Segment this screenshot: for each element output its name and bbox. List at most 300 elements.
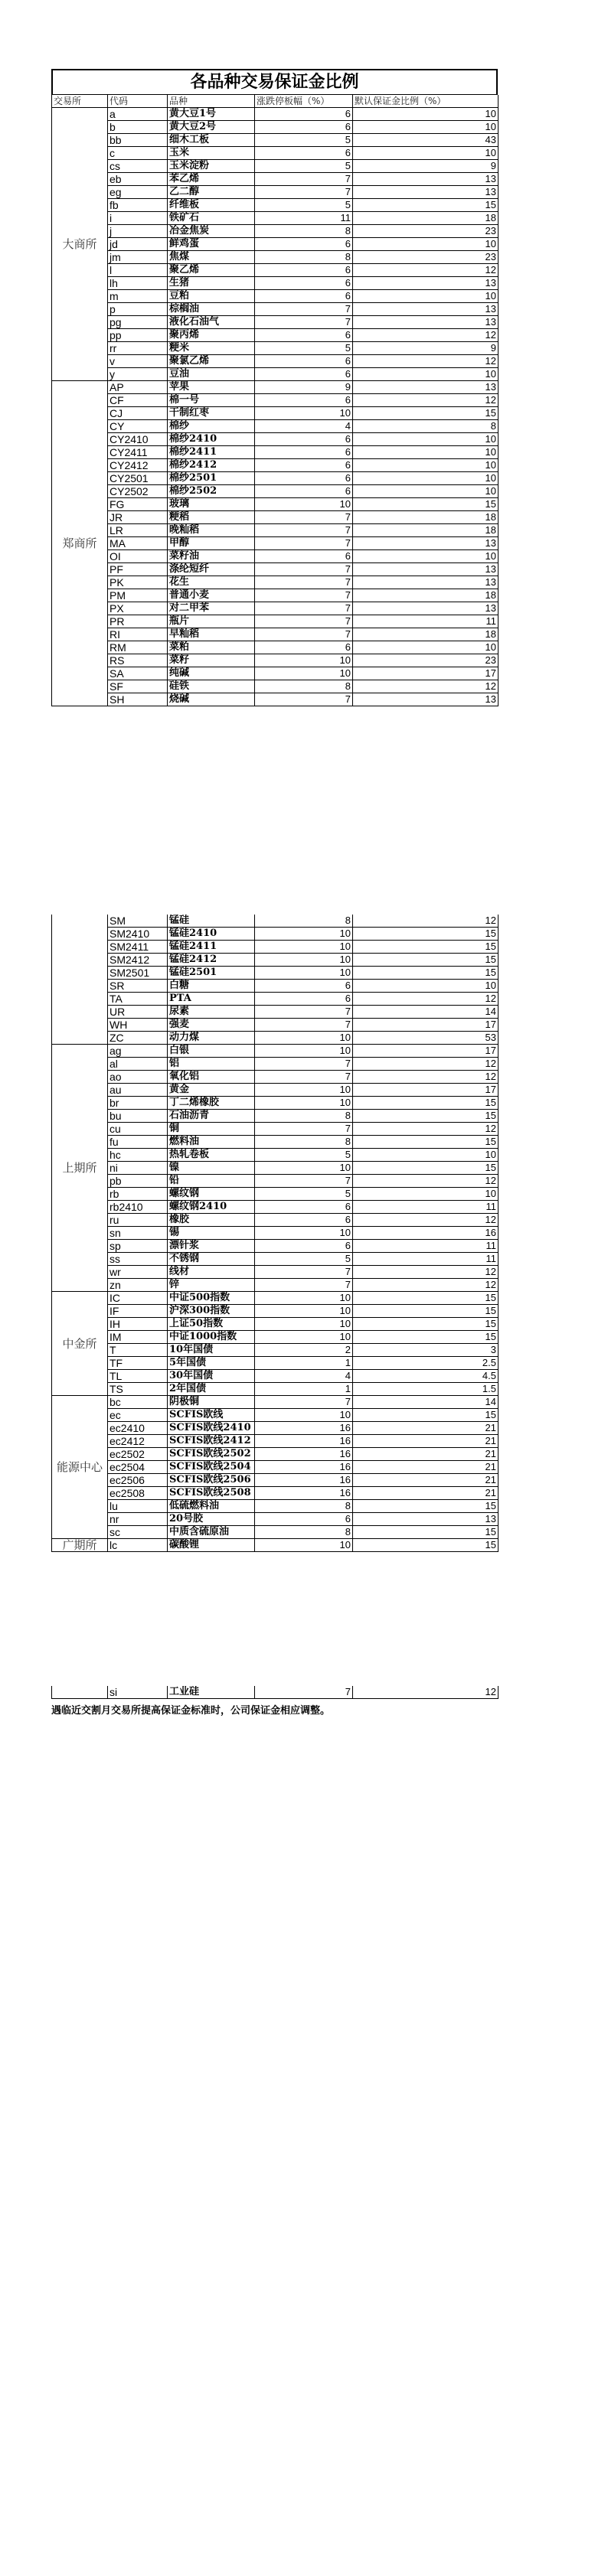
name-cell: SCFIS欧线2412 [168,1435,255,1448]
code-cell: CY [108,420,168,433]
margin-cell: 12 [353,1279,498,1292]
margin-cell: 13 [353,563,498,576]
code-cell: SF [108,680,168,693]
code-cell: a [108,108,168,121]
name-cell: 纯碱 [168,667,255,680]
code-cell: CJ [108,407,168,420]
name-cell: 乙二醇 [168,186,255,199]
code-cell: pb [108,1175,168,1188]
table-row [52,1006,498,1019]
code-cell: RI [108,628,168,641]
code-cell: zn [108,1279,168,1292]
name-cell: 瓶片 [168,615,255,628]
limit-cell: 11 [255,212,353,225]
table-row [52,238,498,251]
code-cell: IM [108,1331,168,1344]
table-row [52,967,498,980]
margin-cell: 15 [353,199,498,212]
table-row [52,485,498,498]
code-cell: i [108,212,168,225]
header-exchange: 交易所 [52,95,108,108]
margin-cell: 21 [353,1461,498,1474]
name-cell: 2年国债 [168,1383,255,1396]
table-row [52,1097,498,1110]
code-cell: sn [108,1227,168,1240]
limit-cell: 6 [255,264,353,277]
code-cell: ec2506 [108,1474,168,1487]
header-margin: 默认保证金比例（%） [353,95,498,108]
code-cell: SA [108,667,168,680]
table-row [52,1149,498,1162]
margin-cell: 17 [353,1045,498,1058]
margin-cell: 14 [353,1396,498,1409]
code-cell: PX [108,602,168,615]
table-row [52,147,498,160]
code-cell: ec2410 [108,1422,168,1435]
footnote: 遇临近交割月交易所提高保证金标准时，公司保证金相应调整。 [51,1705,331,1717]
name-cell: 20号胶 [168,1513,255,1526]
code-cell: JR [108,511,168,524]
name-cell: 液化石油气 [168,316,255,329]
code-cell: LR [108,524,168,537]
code-cell: ec2502 [108,1448,168,1461]
name-cell: 纤维板 [168,199,255,212]
margin-cell: 10 [353,238,498,251]
code-cell: ru [108,1214,168,1227]
margin-cell: 18 [353,628,498,641]
code-cell: WH [108,1019,168,1032]
code-cell: bb [108,134,168,147]
name-cell: 菜籽 [168,654,255,667]
name-cell: 普通小麦 [168,589,255,602]
margin-cell: 15 [353,1162,498,1175]
name-cell: 锡 [168,1227,255,1240]
name-cell: 中质含硫原油 [168,1526,255,1539]
code-cell: jm [108,251,168,264]
code-cell: CY2501 [108,472,168,485]
code-cell: SM2412 [108,954,168,967]
table-row [52,1188,498,1201]
margin-cell: 12 [353,329,498,342]
table-row [52,915,498,928]
table-row [52,1686,498,1699]
limit-cell: 6 [255,980,353,993]
code-cell: lc [108,1539,168,1552]
name-cell: 锌 [168,1279,255,1292]
limit-cell: 10 [255,1227,353,1240]
limit-cell: 6 [255,993,353,1006]
code-cell: RM [108,641,168,654]
table-row [52,693,498,706]
table-row [52,524,498,537]
margin-cell: 21 [353,1448,498,1461]
table-row [52,511,498,524]
name-cell: 苯乙烯 [168,173,255,186]
limit-cell: 6 [255,485,353,498]
margin-cell: 15 [353,1409,498,1422]
table-row [52,1292,498,1305]
name-cell: 棉一号 [168,394,255,407]
header-code: 代码 [108,95,168,108]
table-row [52,980,498,993]
name-cell: 苹果 [168,381,255,394]
exchange-cell: 中金所 [52,1292,108,1396]
limit-cell: 6 [255,277,353,290]
margin-cell: 10 [353,368,498,381]
code-cell: al [108,1058,168,1071]
table-row [52,1422,498,1435]
limit-cell: 6 [255,368,353,381]
margin-cell: 17 [353,1084,498,1097]
code-cell: ss [108,1253,168,1266]
table-row [52,602,498,615]
code-cell: rr [108,342,168,355]
table-row [52,654,498,667]
table-row [52,1123,498,1136]
name-cell: 动力煤 [168,1032,255,1045]
name-cell: 锰硅2412 [168,954,255,967]
table-row [52,381,498,394]
code-cell: ec [108,1409,168,1422]
margin-cell: 10 [353,485,498,498]
limit-cell: 7 [255,1019,353,1032]
margin-cell: 15 [353,941,498,954]
limit-cell: 5 [255,1253,353,1266]
code-cell: SM2501 [108,967,168,980]
name-cell: 铝 [168,1058,255,1071]
margin-cell: 12 [353,915,498,928]
margin-cell: 15 [353,928,498,941]
margin-cell: 8 [353,420,498,433]
margin-cell: 9 [353,342,498,355]
name-cell: 涤纶短纤 [168,563,255,576]
name-cell: 豆油 [168,368,255,381]
limit-cell: 6 [255,472,353,485]
limit-cell: 5 [255,160,353,173]
code-cell: T [108,1344,168,1357]
limit-cell: 8 [255,251,353,264]
name-cell: 锰硅2501 [168,967,255,980]
name-cell: 生猪 [168,277,255,290]
table-row [52,1331,498,1344]
limit-cell: 9 [255,381,353,394]
limit-cell: 6 [255,1240,353,1253]
name-cell: 铜 [168,1123,255,1136]
table-row [52,394,498,407]
margin-cell: 23 [353,251,498,264]
name-cell: 花生 [168,576,255,589]
margin-cell: 12 [353,1686,498,1699]
margin-cell: 15 [353,1500,498,1513]
margin-table-part2 [51,915,498,1552]
code-cell: TF [108,1357,168,1370]
margin-cell: 10 [353,459,498,472]
limit-cell: 7 [255,693,353,706]
code-cell: rb [108,1188,168,1201]
code-cell: sp [108,1240,168,1253]
limit-cell: 6 [255,108,353,121]
code-cell: ec2412 [108,1435,168,1448]
name-cell: 白糖 [168,980,255,993]
margin-cell: 15 [353,1539,498,1552]
margin-cell: 13 [353,303,498,316]
table-row [52,628,498,641]
name-cell: 干制红枣 [168,407,255,420]
margin-cell: 10 [353,980,498,993]
margin-cell: 13 [353,186,498,199]
name-cell: 黄大豆2号 [168,121,255,134]
name-cell: 锰硅 [168,915,255,928]
name-cell: 聚丙烯 [168,329,255,342]
limit-cell: 8 [255,1136,353,1149]
margin-cell: 18 [353,589,498,602]
margin-cell: 12 [353,394,498,407]
table-row [52,576,498,589]
code-cell: PM [108,589,168,602]
code-cell: eb [108,173,168,186]
name-cell: SCFIS欧线2504 [168,1461,255,1474]
name-cell: 漂针浆 [168,1240,255,1253]
name-cell: 菜籽油 [168,550,255,563]
table-row [52,1461,498,1474]
limit-cell: 8 [255,680,353,693]
exchange-cell [52,1686,108,1699]
code-cell: CY2502 [108,485,168,498]
table-row [52,993,498,1006]
margin-cell: 11 [353,615,498,628]
table-row [52,199,498,212]
limit-cell: 10 [255,1409,353,1422]
table-row [52,1240,498,1253]
header-name: 品种 [168,95,255,108]
code-cell: fb [108,199,168,212]
margin-cell: 18 [353,212,498,225]
margin-cell: 14 [353,1006,498,1019]
table-row [52,1409,498,1422]
limit-cell: 10 [255,667,353,680]
table-row [52,1084,498,1097]
table-row [52,186,498,199]
limit-cell: 10 [255,1539,353,1552]
table-row [52,1214,498,1227]
limit-cell: 10 [255,407,353,420]
margin-cell: 3 [353,1344,498,1357]
limit-cell: 10 [255,1331,353,1344]
limit-cell: 7 [255,628,353,641]
name-cell: 工业硅 [168,1686,255,1699]
name-cell: 镍 [168,1162,255,1175]
limit-cell: 7 [255,563,353,576]
limit-cell: 7 [255,602,353,615]
code-cell: hc [108,1149,168,1162]
limit-cell: 7 [255,524,353,537]
table-row [52,641,498,654]
name-cell: 硅铁 [168,680,255,693]
name-cell: 氧化铝 [168,1071,255,1084]
table-row [52,303,498,316]
margin-cell: 13 [353,316,498,329]
code-cell: IF [108,1305,168,1318]
table-row [52,407,498,420]
name-cell: 豆粕 [168,290,255,303]
limit-cell: 10 [255,954,353,967]
code-cell: TL [108,1370,168,1383]
code-cell: PR [108,615,168,628]
table-row [52,316,498,329]
table-row [52,1032,498,1045]
limit-cell: 7 [255,1279,353,1292]
code-cell: FG [108,498,168,511]
name-cell: 30年国债 [168,1370,255,1383]
margin-cell: 10 [353,121,498,134]
code-cell: CY2412 [108,459,168,472]
code-cell: TS [108,1383,168,1396]
limit-cell: 16 [255,1448,353,1461]
table-row [52,615,498,628]
margin-cell: 12 [353,1214,498,1227]
table-row [52,667,498,680]
limit-cell: 10 [255,654,353,667]
limit-cell: 2 [255,1344,353,1357]
margin-sheet-tail [51,1686,498,1699]
table-row [52,1019,498,1032]
margin-cell: 53 [353,1032,498,1045]
table-row [52,329,498,342]
name-cell: SCFIS欧线2410 [168,1422,255,1435]
margin-cell: 12 [353,264,498,277]
name-cell: 玉米 [168,147,255,160]
code-cell: CF [108,394,168,407]
name-cell: 燃料油 [168,1136,255,1149]
margin-cell: 13 [353,1513,498,1526]
table-row [52,264,498,277]
table-row [52,1539,498,1552]
limit-cell: 5 [255,342,353,355]
margin-cell: 17 [353,667,498,680]
limit-cell: 7 [255,615,353,628]
table-row [52,1227,498,1240]
margin-cell: 12 [353,1058,498,1071]
name-cell: 对二甲苯 [168,602,255,615]
name-cell: 棕榈油 [168,303,255,316]
table-row [52,1435,498,1448]
limit-cell: 6 [255,433,353,446]
limit-cell: 7 [255,186,353,199]
code-cell: MA [108,537,168,550]
margin-cell: 13 [353,602,498,615]
limit-cell: 7 [255,576,353,589]
margin-cell: 10 [353,550,498,563]
table-row [52,1396,498,1409]
name-cell: 锰硅2410 [168,928,255,941]
exchange-cell [52,915,108,1045]
margin-cell: 15 [353,498,498,511]
name-cell: SCFIS欧线2502 [168,1448,255,1461]
name-cell: SCFIS欧线2506 [168,1474,255,1487]
limit-cell: 7 [255,303,353,316]
header-limit: 涨跌停板幅（%） [255,95,353,108]
name-cell: 黄金 [168,1084,255,1097]
code-cell: pg [108,316,168,329]
margin-cell: 23 [353,225,498,238]
limit-cell: 6 [255,1201,353,1214]
limit-cell: 10 [255,1292,353,1305]
margin-cell: 2.5 [353,1357,498,1370]
margin-cell: 13 [353,277,498,290]
margin-cell: 15 [353,1526,498,1539]
limit-cell: 16 [255,1435,353,1448]
margin-cell: 15 [353,1110,498,1123]
margin-cell: 17 [353,1019,498,1032]
margin-cell: 13 [353,576,498,589]
name-cell: 10年国债 [168,1344,255,1357]
limit-cell: 10 [255,1032,353,1045]
limit-cell: 16 [255,1487,353,1500]
code-cell: pp [108,329,168,342]
margin-table-part3 [51,1686,498,1699]
table-row [52,472,498,485]
name-cell: 细木工板 [168,134,255,147]
limit-cell: 8 [255,1110,353,1123]
margin-cell: 15 [353,407,498,420]
code-cell: eg [108,186,168,199]
code-cell: OI [108,550,168,563]
table-row [52,251,498,264]
name-cell: 焦煤 [168,251,255,264]
code-cell: SM [108,915,168,928]
name-cell: 黄大豆1号 [168,108,255,121]
limit-cell: 6 [255,238,353,251]
limit-cell: 10 [255,1097,353,1110]
table-row [52,212,498,225]
table-row [52,1201,498,1214]
code-cell: lu [108,1500,168,1513]
name-cell: 棉纱2411 [168,446,255,459]
code-cell: SM2410 [108,928,168,941]
margin-cell: 12 [353,1071,498,1084]
name-cell: 铅 [168,1175,255,1188]
name-cell: 碳酸锂 [168,1539,255,1552]
table-row [52,498,498,511]
name-cell: 棉纱2412 [168,459,255,472]
limit-cell: 7 [255,1175,353,1188]
limit-cell: 5 [255,199,353,212]
margin-cell: 16 [353,1227,498,1240]
table-row [52,1136,498,1149]
margin-cell: 15 [353,954,498,967]
limit-cell: 6 [255,329,353,342]
limit-cell: 7 [255,1071,353,1084]
code-cell: ni [108,1162,168,1175]
margin-cell: 15 [353,1331,498,1344]
table-row [52,134,498,147]
code-cell: PK [108,576,168,589]
margin-cell: 9 [353,160,498,173]
margin-cell: 10 [353,433,498,446]
limit-cell: 10 [255,967,353,980]
margin-cell: 15 [353,1136,498,1149]
code-cell: p [108,303,168,316]
margin-cell: 13 [353,693,498,706]
exchange-cell: 能源中心 [52,1396,108,1539]
limit-cell: 7 [255,316,353,329]
name-cell: 聚乙烯 [168,264,255,277]
margin-sheet-continued [51,915,498,1552]
table-row [52,1474,498,1487]
name-cell: 早籼稻 [168,628,255,641]
limit-cell: 10 [255,1318,353,1331]
table-row [52,1526,498,1539]
